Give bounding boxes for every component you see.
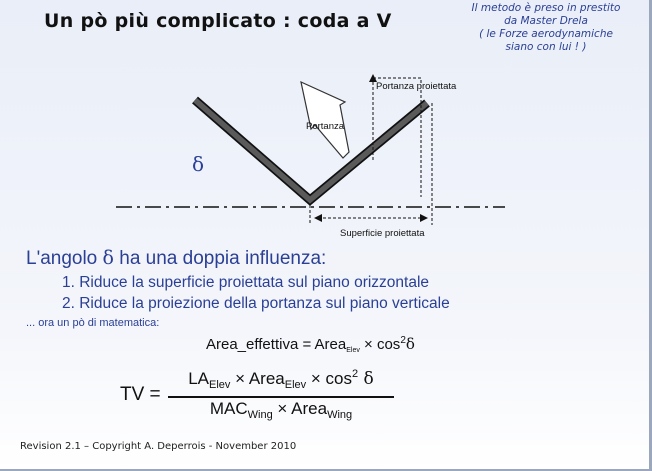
area-formula-sup: 2: [400, 335, 406, 346]
tv-num-la-sub: Elev: [209, 379, 231, 391]
tv-num-delta: δ: [358, 369, 374, 389]
area-formula-delta: δ: [405, 335, 415, 353]
math-intro-note: ... ora un pò di matematica:: [26, 317, 160, 329]
list-item: 1. Riduce la superficie proiettata sul piano orizzontale: [62, 274, 430, 291]
heading-prefix: L'angolo: [26, 248, 103, 269]
projected-surface-arrowhead-left: [314, 214, 322, 222]
credit-note-line: Il metodo è preso in prestito: [471, 2, 621, 14]
lift-label: Portanza: [306, 121, 345, 132]
list-item: 2. Riduce la proiezione della portanza sul piano verticale: [62, 295, 450, 312]
tv-denominator: [170, 399, 392, 421]
heading-delta: δ: [102, 247, 114, 269]
tv-num-area-sub: Elev: [284, 379, 307, 391]
tv-lhs: TV =: [120, 384, 161, 405]
heading-suffix: ha una doppia influenza:: [113, 248, 327, 269]
angle-delta-symbol: δ: [192, 152, 205, 176]
credit-note-line: ( le Forze aerodynamiche: [479, 28, 613, 40]
tv-num-la: LA: [188, 369, 209, 388]
projected-surface-label: Superficie proiettata: [340, 228, 425, 239]
tv-num-cos-sup: 2: [352, 368, 359, 380]
tv-den-mac: MAC: [209, 399, 248, 418]
tv-numerator: [170, 368, 392, 391]
area-formula-times: × cos: [359, 336, 401, 353]
fraction-bar: [168, 396, 394, 398]
projected-surface-arrowhead-right: [420, 214, 428, 222]
credit-note-line: siano con lui ! ): [505, 41, 587, 53]
influence-heading: [26, 247, 326, 270]
lift-arrow: [301, 82, 349, 158]
area-formula-lhs: Area_effettiva = Area: [206, 336, 347, 353]
tv-den-area: × Area: [272, 399, 328, 418]
tv-num-cos: × cos: [306, 369, 353, 388]
tv-den-area-sub: Wing: [327, 409, 353, 421]
effective-area-formula: [206, 335, 415, 354]
copyright-footer: Revision 2.1 – Copyright A. Deperrois - November 2010: [20, 441, 297, 452]
tv-den-mac-sub: Wing: [247, 409, 273, 421]
slide-title: Un pò più complicato : coda a V: [44, 10, 392, 32]
area-formula-sub: Elev: [346, 347, 360, 354]
credit-note-line: da Master Drela: [504, 15, 588, 27]
tv-num-area: × Area: [230, 369, 285, 388]
projected-lift-label: Portanza proiettata: [376, 81, 457, 92]
